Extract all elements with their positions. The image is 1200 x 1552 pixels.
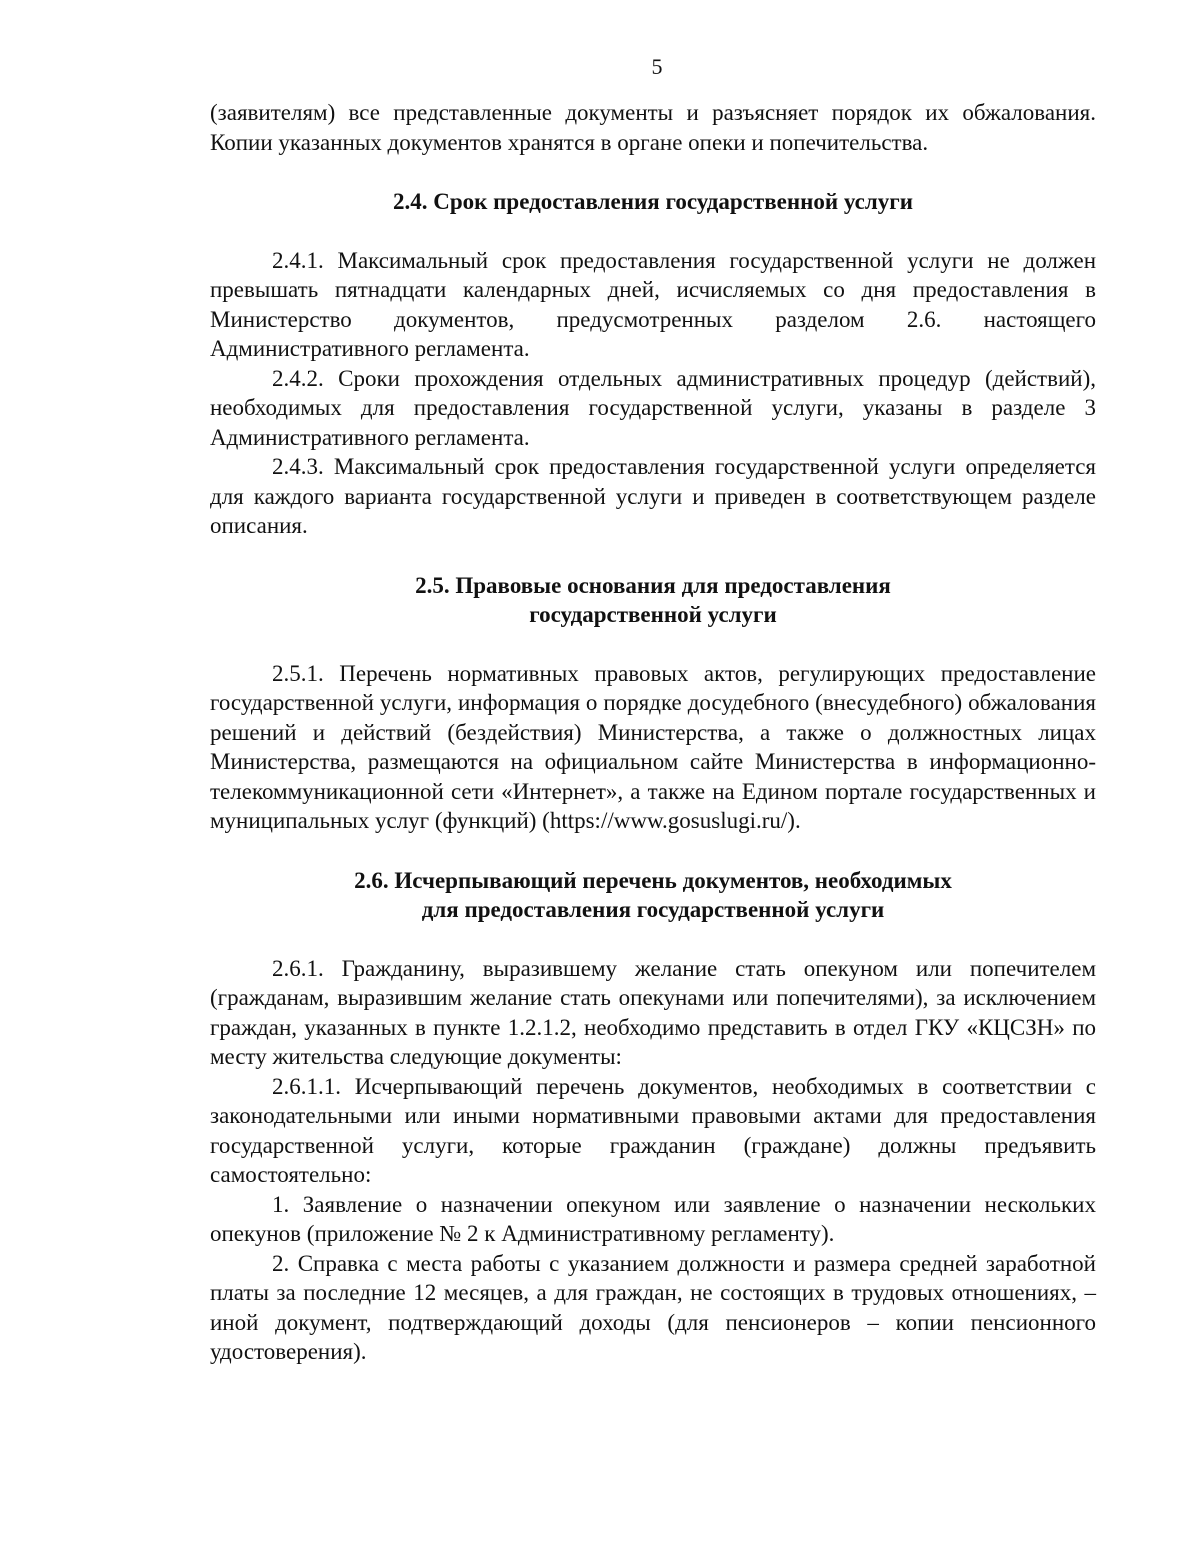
section-2-4 (210, 187, 1096, 541)
paragraph-2-4-3: 2.4.3. Максимальный срок предоставления государственной услуги определяется для каждого варианта государственной услуги и приведен в соответствующем разделе описания. (210, 454, 1096, 538)
paragraph-2-6-1: 2.6.1. Гражданину, выразившему желание стать опекуном или попечителем (гражданам, выразившим желание стать опекунами или попечителями), за исключением граждан, указанных в пункте 1.2.1.2, необходимо представить в отдел ГКУ «КЦСЗН» по месту жительства следующие документы: (210, 955, 1096, 1069)
section-2-6-heading-line-2: для предоставления государственной услуги (421, 897, 885, 922)
page-number: 5 (651, 54, 663, 79)
list-item-1: 1. Заявление о назначении опекуном или заявление о назначении нескольких опекунов (приложение № 2 к Административному регламенту). (210, 1191, 1096, 1246)
section-2-6-heading (210, 866, 1096, 925)
document-page (210, 52, 1096, 1367)
section-2-4-heading: 2.4. Срок предоставления государственной услуги (393, 189, 913, 214)
intro-paragraph: (заявителям) все представленные документы и разъясняет порядок их обжалования. Копии указанных документов хранятся в органе опеки и попечительства. (210, 100, 1096, 155)
section-2-6 (210, 866, 1096, 1367)
section-2-5-heading (210, 571, 1096, 630)
paragraph-2-4-1: 2.4.1. Максимальный срок предоставления государственной услуги не должен превышать пятнадцати календарных дней, исчисляемых со дня предоставления в Министерство документов, предусмотренных разделом 2.6. настоящего Административного регламента. (210, 247, 1096, 361)
section-2-5-heading-line-1: 2.5. Правовые основания для предоставления (415, 572, 891, 598)
paragraph-2-4-2: 2.4.2. Сроки прохождения отдельных административных процедур (действий), необходимых для предоставления государственной услуги, указаны в разделе 3 Административного регламента. (210, 365, 1096, 450)
section-2-5 (210, 571, 1096, 836)
section-2-5-heading-line-2: государственной услуги (529, 602, 777, 627)
paragraph-2-5-1: 2.5.1. Перечень нормативных правовых актов, регулирующих предоставление государственной услуги, информация о порядке досудебного (внесудебного) обжалования решений и действий (бездействия) Министерства, а также о должностных лицах Министерства, размещаются на официальном сайте Министерства в информационно-телекоммуникационной сети «Интернет», а также на Едином портале государственных и муниципальных услуг (функций) (https://www.gosuslugi.ru/). (210, 660, 1096, 833)
section-2-6-heading-line-1: 2.6. Исчерпывающий перечень документов, необходимых (354, 867, 952, 893)
list-item-2: 2. Справка с места работы с указанием должности и размера средней заработной платы за последние 12 месяцев, а для граждан, не состоящих в трудовых отношениях, – иной документ, подтверждающий доходы (для пенсионеров – копии пенсионного удостоверения). (210, 1250, 1096, 1364)
paragraph-2-6-1-1: 2.6.1.1. Исчерпывающий перечень документов, необходимых в соответствии с законодательными или иными нормативными правовыми актами для предоставления государственной услуги, которые гражданин (граждане) должны предъявить самостоятельно: (210, 1073, 1096, 1187)
